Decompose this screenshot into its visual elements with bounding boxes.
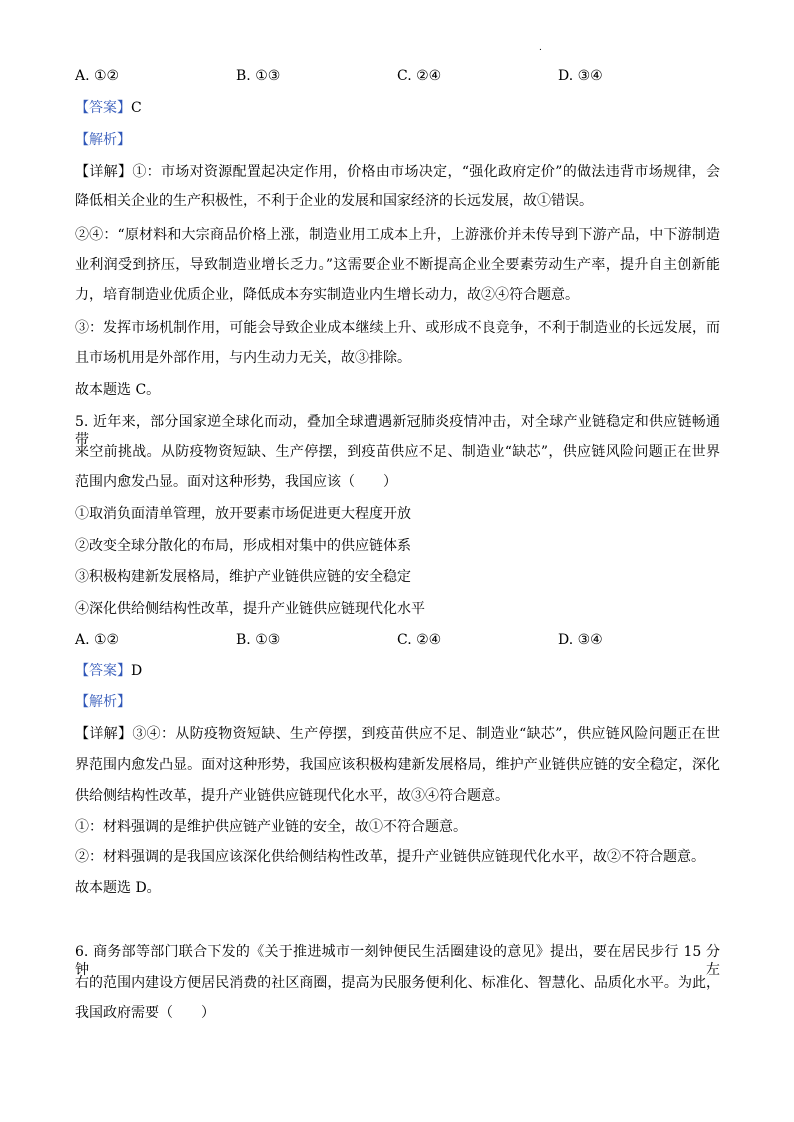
- q5-detail-line: 供给侧结构性改革，提升产业链供应链现代化水平，故③④符合题意。: [75, 788, 509, 804]
- detail-label: 【详解】: [75, 164, 133, 180]
- answer-value: C: [131, 100, 142, 116]
- q4-detail-line: 力，培育制造业优质企业，降低成本夯实制造业内生增长动力，故②④符合题意。: [75, 287, 579, 303]
- q5-statement: ④深化供给侧结构性改革，提升产业链供应链现代化水平: [75, 601, 425, 617]
- q5-statement: ③积极构建新发展格局，维护产业链供应链的安全稳定: [75, 569, 411, 585]
- q4-option-c: C. ②④: [397, 68, 442, 84]
- answer-value: D: [131, 663, 143, 679]
- q4-analysis-label: 【解析】: [75, 132, 131, 148]
- q4-detail-line: [75, 163, 720, 181]
- q5-detail-line: ①：材料强调的是维护供应链产业链的安全，故①不符合题意。: [75, 819, 467, 835]
- answer-label: 【答案】: [75, 663, 131, 679]
- q5-answer: [75, 662, 142, 680]
- detail-label: 【详解】: [75, 726, 133, 742]
- q5-option-a: A. ①②: [75, 632, 120, 648]
- q6-stem-line: 6. 商务部等部门联合下发的《关于推进城市一刻钟便民生活圈建设的意见》提出，要在居民步行 15 分钟左: [75, 944, 720, 978]
- q4-detail-line: ③：发挥市场机制作用，可能会导致企业成本继续上升、或形成不良竞争，不利于制造业的长远发展，而: [75, 320, 720, 336]
- q4-option-d: D. ③④: [558, 68, 603, 84]
- q4-detail-line: 业利润受到挤压，导致制造业增长乏力。”这需要企业不断提高企业全要素劳动生产率，提升自主创新能: [75, 257, 720, 273]
- q6-stem-line: 我国政府需要（ ）: [75, 1005, 215, 1021]
- q5-stem-line: 5. 近年来，部分国家逆全球化而动，叠加全球遭遇新冠肺炎疫情冲击，对全球产业链稳定和供应链畅通带: [75, 414, 720, 448]
- q5-conclusion: 故本题选 D。: [75, 880, 161, 896]
- q4-option-a: A. ①②: [75, 68, 120, 84]
- q5-detail-line: 界范围内愈发凸显。面对这种形势，我国应该积极构建新发展格局，维护产业链供应链的安全稳定，深化: [75, 757, 720, 773]
- q5-stem-line: 范围内愈发凸显。面对这种形势，我国应该（ ）: [75, 474, 397, 490]
- q5-stem-line: 来空前挑战。从防疫物资短缺、生产停摆，到疫苗供应不足、制造业“缺芯”，供应链风险问题正在世界: [75, 444, 720, 460]
- q4-option-b: B. ①③: [236, 68, 281, 84]
- q5-detail-line: [75, 725, 720, 743]
- q4-conclusion: 故本题选 C。: [75, 382, 161, 398]
- q5-option-c: C. ②④: [397, 632, 442, 648]
- q5-detail-line: ②：材料强调的是我国应该深化供给侧结构性改革，提升产业链供应链现代化水平，故②不符合题意。: [75, 849, 705, 865]
- q5-statement: ①取消负面清单管理，放开要素市场促进更大程度开放: [75, 506, 411, 522]
- q4-detail-line: 且市场机用是外部作用，与内生动力无关，故③排除。: [75, 350, 411, 366]
- q4-answer: [75, 99, 142, 117]
- q4-detail-line: ②④：“原材料和大宗商品价格上涨，制造业用工成本上升，上游涨价并未传导到下游产品，中下游制造: [75, 227, 720, 243]
- answer-label: 【答案】: [75, 100, 131, 116]
- q6-stem-line: 右的范围内建设方便居民消费的社区商圈，提高为民服务便利化、标准化、智慧化、品质化水平。为此，: [75, 975, 720, 991]
- q5-option-d: D. ③④: [558, 632, 603, 648]
- q5-statement: ②改变全球分散化的布局，形成相对集中的供应链体系: [75, 538, 411, 554]
- q4-detail-line: 降低相关企业的生产积极性，不利于企业的发展和国家经济的长远发展，故①错误。: [75, 193, 593, 209]
- detail-text: ①：市场对资源配置起决定作用，价格由市场决定，“强化政府定价”的做法违背市场规律，会: [132, 164, 721, 180]
- q5-option-b: B. ①③: [236, 632, 281, 648]
- scan-mark: .: [539, 43, 542, 53]
- q5-analysis-label: 【解析】: [75, 694, 131, 710]
- detail-text: ③④：从防疫物资短缺、生产停摆，到疫苗供应不足、制造业“缺芯”，供应链风险问题正在世: [132, 726, 721, 742]
